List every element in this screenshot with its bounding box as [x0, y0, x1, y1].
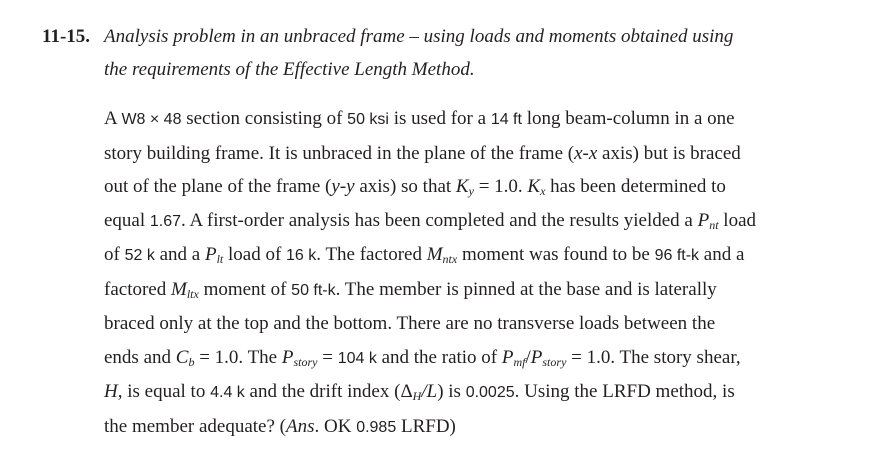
statement-line-10: the member adequate? (Ans. OK 0.985 LRFD): [104, 415, 456, 437]
ky-value: 1.0: [494, 176, 518, 197]
cb-value: 1.0: [214, 346, 239, 368]
kx-value: 1.67: [149, 212, 182, 230]
section-value: W8 × 48: [121, 111, 182, 128]
pstory-value: 104 k: [337, 349, 377, 367]
statement-line-7: braced only at the top and the bottom. There are no transverse loads between the: [104, 313, 716, 334]
story-shear-value: 4.4 k: [210, 384, 245, 401]
statement-line-4: equal 1.67. A first-order analysis has been completed and the results yielded a $P_{nt}$ load: [104, 209, 757, 232]
ratio-value: 1.0: [586, 346, 611, 368]
statement-line-2: story building frame. It is unbraced in the plane of the frame (x-x axis) but is braced: [104, 142, 741, 164]
yield-stress-value: 50 ksi: [347, 111, 389, 128]
statement-line-6: factored $M_{ltx}$ moment of 50 ft-k. The member is pinned at the base and is laterally: [104, 278, 717, 301]
statement-line-8: ends and $C_b = 1.0$. The $P_{story} = 104$ k and the ratio of $P_{mf}/P_{story} = 1.0$. The story shear,: [104, 346, 741, 369]
length-value: 14 ft: [490, 111, 522, 128]
answer-value: 0.985: [356, 418, 397, 436]
problem-statement: [104, 102, 844, 444]
mltx-value: 50 ft-k: [291, 281, 336, 299]
statement-line-9: H, is equal to 4.4 k and the drift index $(\Delta_H/L)$ is 0.0025. Using the LRFD method, is: [104, 381, 735, 403]
plt-value: 16 k: [286, 247, 317, 264]
statement-line-3: out of the plane of the frame (y-y axis) so that $K_y = 1.0$. $K_x$ has been determined to: [104, 176, 726, 198]
statement-line-1: A W8 × 48 section consisting of 50 ksi is used for a 14 ft long beam-column in a one: [104, 108, 735, 129]
mntx-value: 96 ft-k: [654, 247, 700, 264]
statement-line-5: of 52 k and a $P_{lt}$ load of 16 k. The factored $M_{ntx}$ moment was found to be 96 ft-k and a: [104, 244, 745, 266]
problem-title: [104, 20, 824, 86]
problem-number: 11-15.: [42, 26, 91, 47]
title-line-1: Analysis problem in an unbraced frame – using loads and moments obtained using: [104, 26, 734, 47]
drift-index-value: 0.0025: [465, 384, 515, 401]
pnt-value: 52 k: [124, 247, 155, 264]
title-line-2: the requirements of the Effective Length Method.: [104, 59, 475, 80]
